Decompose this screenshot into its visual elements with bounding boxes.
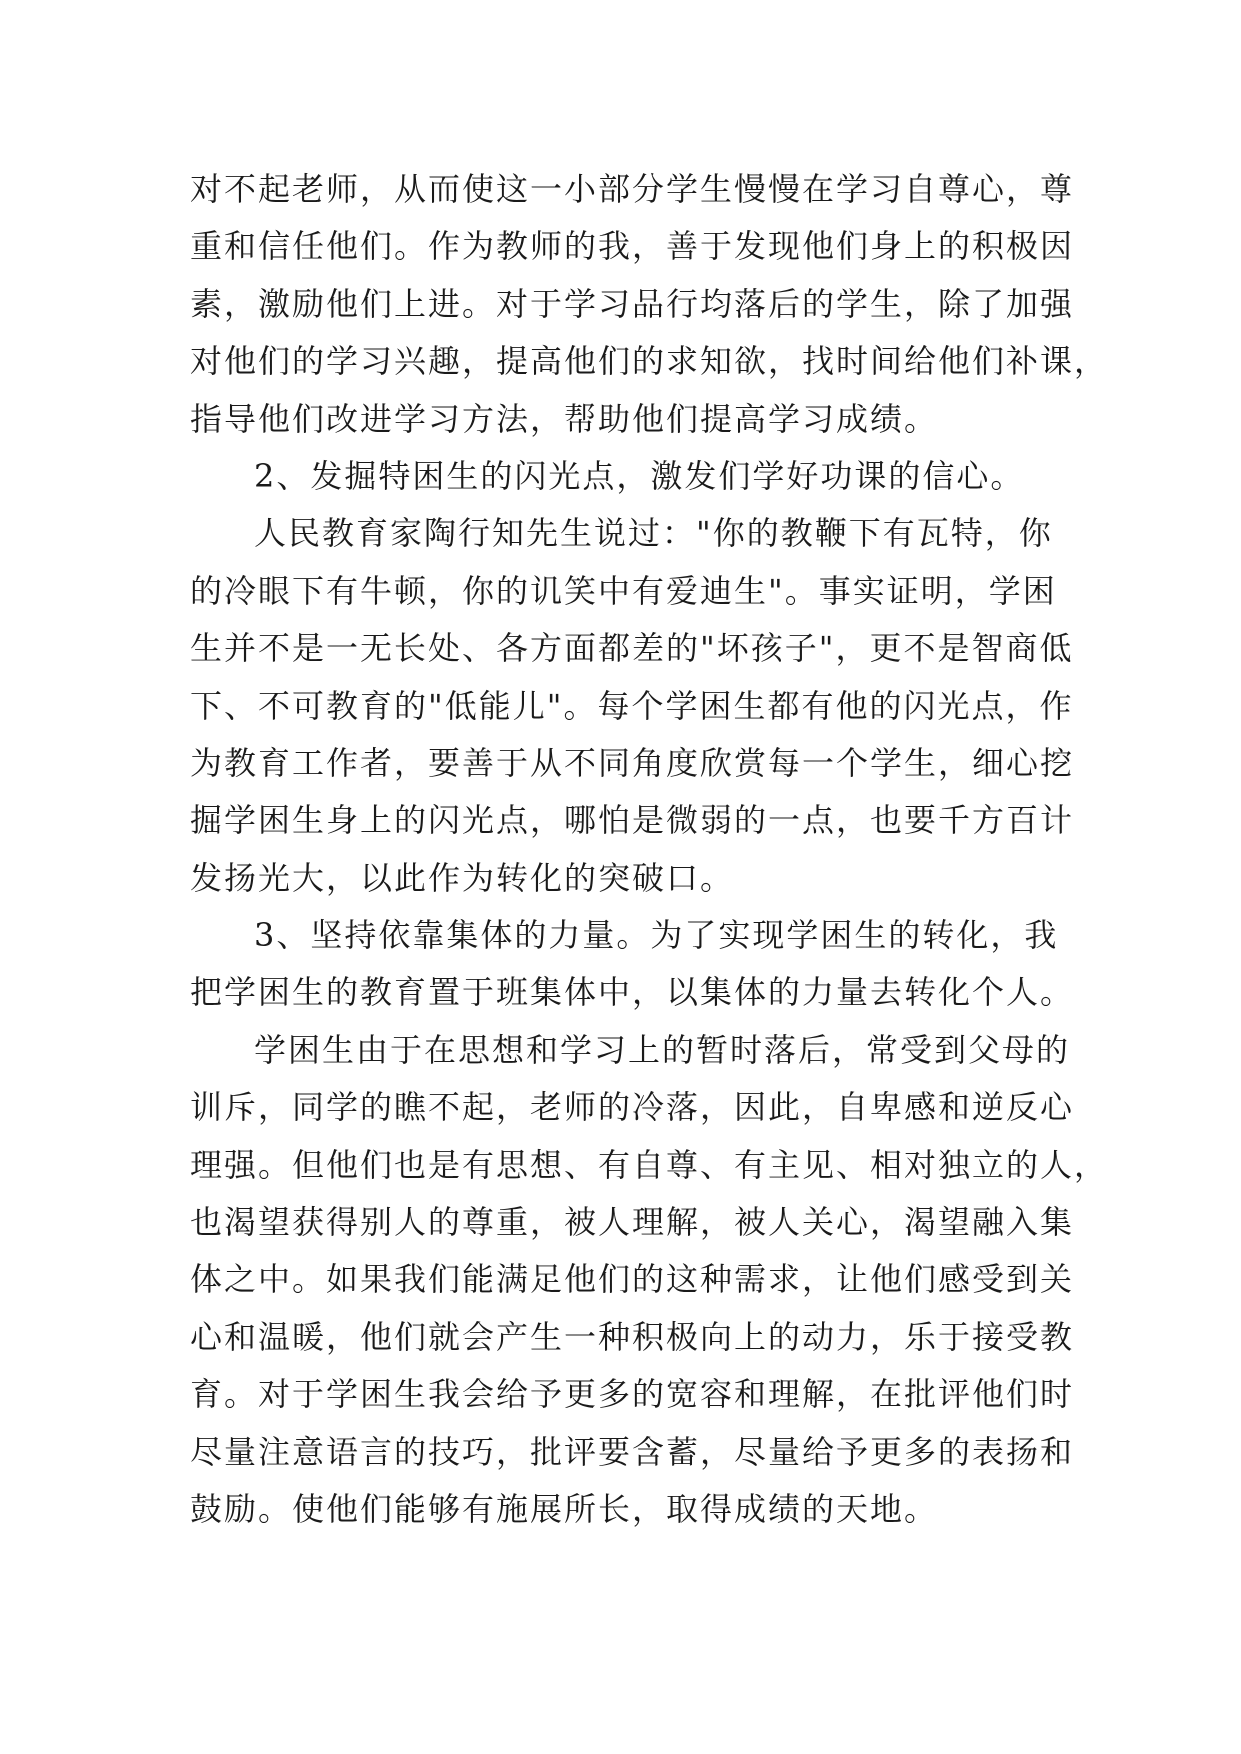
text-line: 发扬光大，以此作为转化的突破口。 — [190, 858, 735, 897]
text-line: 尽量注意语言的技巧，批评要含蓄，尽量给予更多的表扬和 — [190, 1432, 1075, 1471]
document-body — [190, 161, 1109, 1538]
text-line: 体之中。如果我们能满足他们的这种需求，让他们感受到关 — [190, 1260, 1075, 1299]
text-line: 2、发掘特困生的闪光点，激发们学好功课的信心。 — [254, 456, 1025, 495]
text-line: 重和信任他们。作为教师的我，善于发现他们身上的积极因 — [190, 227, 1075, 266]
text-line: 人民教育家陶行知先生说过："你的教鞭下有瓦特，你 — [254, 514, 1053, 553]
text-line: 把学困生的教育置于班集体中，以集体的力量去转化个人。 — [190, 973, 1075, 1012]
text-line: 心和温暖，他们就会产生一种积极向上的动力，乐于接受教 — [190, 1317, 1075, 1356]
text-line: 对他们的学习兴趣，提高他们的求知欲，找时间给他们补课， — [190, 342, 1109, 381]
text-line: 育。对于学困生我会给予更多的宽容和理解，在批评他们时 — [190, 1375, 1075, 1414]
text-line: 3、坚持依靠集体的力量。为了实现学困生的转化，我 — [254, 916, 1059, 955]
text-line: 学困生由于在思想和学习上的暂时落后，常受到父母的 — [254, 1030, 1071, 1069]
text-line: 也渴望获得别人的尊重，被人理解，被人关心，渴望融入集 — [190, 1203, 1075, 1242]
text-line: 理强。但他们也是有思想、有自尊、有主见、相对独立的人， — [190, 1145, 1109, 1184]
text-line: 对不起老师，从而使这一小部分学生慢慢在学习自尊心，尊 — [190, 170, 1075, 208]
text-line: 指导他们改进学习方法，帮助他们提高学习成绩。 — [190, 399, 939, 438]
text-line: 生并不是一无长处、各方面都差的"坏孩子"，更不是智商低 — [190, 629, 1074, 668]
text-line: 鼓励。使他们能够有施展所长，取得成绩的天地。 — [190, 1489, 939, 1528]
text-line: 素，激励他们上进。对于学习品行均落后的学生，除了加强 — [190, 284, 1075, 323]
text-line: 掘学困生身上的闪光点，哪怕是微弱的一点，也要千方百计 — [190, 801, 1075, 840]
text-line: 为教育工作者，要善于从不同角度欣赏每一个学生，细心挖 — [190, 743, 1075, 782]
text-line: 训斥，同学的瞧不起，老师的冷落，因此，自卑感和逆反心 — [190, 1088, 1075, 1127]
text-line: 的冷眼下有牛顿，你的讥笑中有爱迪生"。事实证明，学困 — [190, 571, 1057, 610]
text-line: 下、不可教育的"低能儿"。每个学困生都有他的闪光点，作 — [190, 686, 1074, 725]
